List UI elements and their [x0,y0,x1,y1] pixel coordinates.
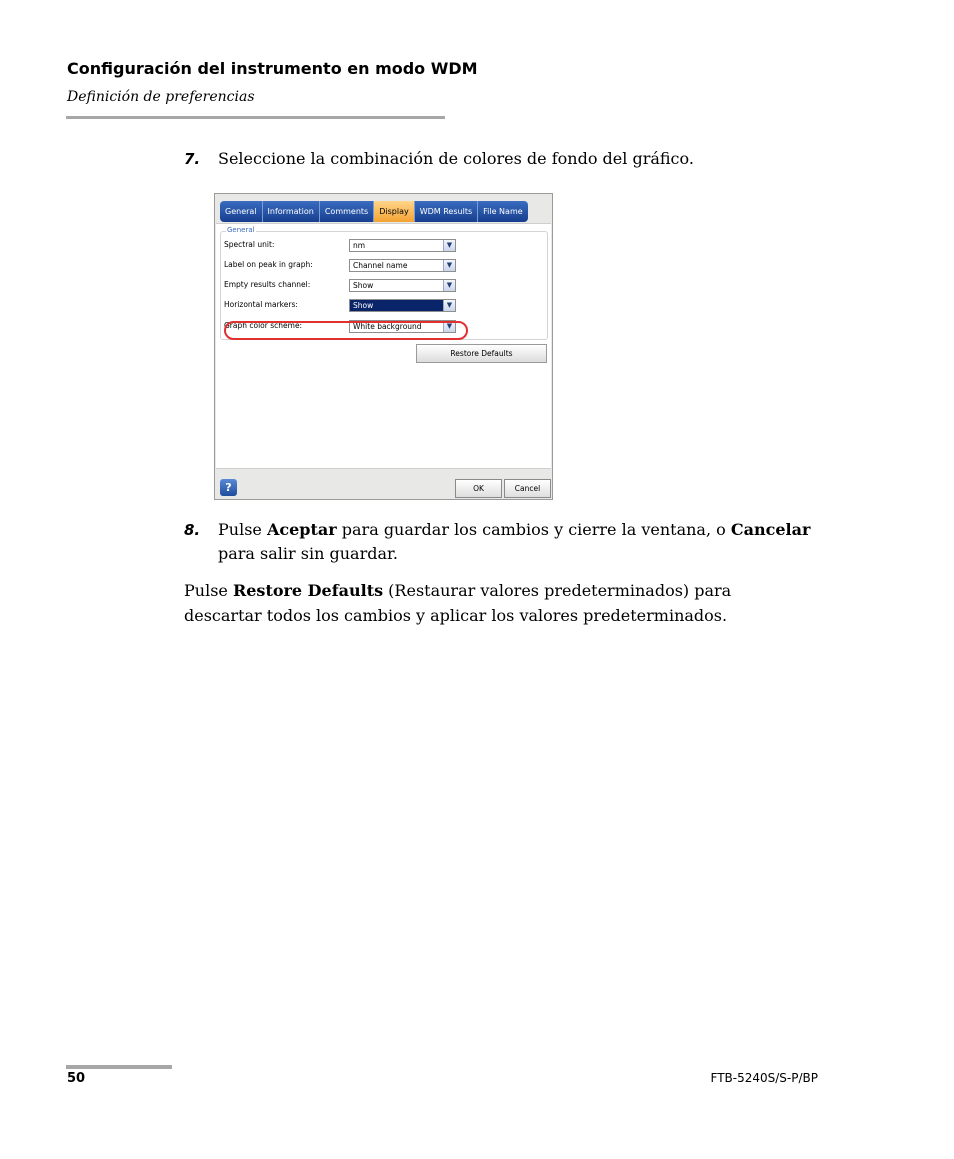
step-text [218,518,810,566]
text-run: Pulse [218,520,267,539]
preferences-dialog-screenshot [214,193,553,500]
chevron-down-icon[interactable]: ▼ [443,300,455,311]
chevron-down-icon[interactable]: ▼ [443,240,455,251]
tab-wdm-results[interactable]: WDM Results [415,201,478,222]
tab-bar [220,201,528,222]
step-number: 8. [184,521,201,539]
chevron-down-icon[interactable]: ▼ [443,280,455,291]
text-run: para guardar los cambios y cierre la ventana, o [336,520,731,539]
step-number: 7. [184,150,201,168]
tab-comments[interactable]: Comments [320,201,374,222]
empty-results-label: Empty results channel: [224,280,311,289]
cancel-button[interactable]: Cancel [504,479,551,498]
tab-display[interactable]: Display [374,201,415,222]
section-subtitle: Definición de preferencias [67,89,255,105]
spectral-unit-label: Spectral unit: [224,240,275,249]
ok-button[interactable]: OK [455,479,502,498]
text-run: descartar todos los cambios y aplicar los valores predeterminados. [184,606,728,625]
text-run: (Restaurar valores predeterminados) para [383,581,732,600]
chevron-down-icon[interactable]: ▼ [443,321,455,332]
tab-general[interactable]: General [220,201,263,222]
tab-information[interactable]: Information [263,201,320,222]
select-value: Show [353,301,374,310]
section-title: Configuración del instrumento en modo WDM [67,59,478,78]
accept-term: Aceptar [266,520,337,539]
highlight-ring [224,321,468,340]
select-value: Channel name [353,261,408,270]
select-value: White background [353,322,422,331]
select-value: Show [353,281,374,290]
document-id: FTB-5240S/S-P/BP [710,1071,818,1085]
help-icon[interactable]: ? [220,479,237,496]
spectral-unit-select[interactable] [349,239,456,252]
tab-file-name[interactable]: File Name [478,201,528,222]
select-value: nm [353,241,366,250]
label-on-peak-label: Label on peak in graph: [224,260,313,269]
horizontal-markers-select[interactable] [349,299,456,312]
step-text: Seleccione la combinación de colores de fondo del gráfico. [218,149,694,168]
restore-term: Restore Defaults [232,581,384,600]
footer-rule [66,1065,172,1069]
page-number: 50 [67,1071,86,1086]
chevron-down-icon[interactable]: ▼ [443,260,455,271]
display-panel [216,223,551,469]
label-on-peak-select[interactable] [349,259,456,272]
restore-note [184,578,731,628]
general-group [220,226,548,340]
group-label: General [227,226,255,234]
graph-color-scheme-label: Graph color scheme: [224,321,303,330]
header-rule [66,116,445,119]
restore-defaults-button[interactable]: Restore Defaults [416,344,547,363]
text-run: Pulse [184,581,233,600]
cancel-term: Cancelar [730,520,811,539]
text-run: para salir sin guardar. [218,544,398,563]
horizontal-markers-label: Horizontal markers: [224,300,298,309]
empty-results-select[interactable] [349,279,456,292]
